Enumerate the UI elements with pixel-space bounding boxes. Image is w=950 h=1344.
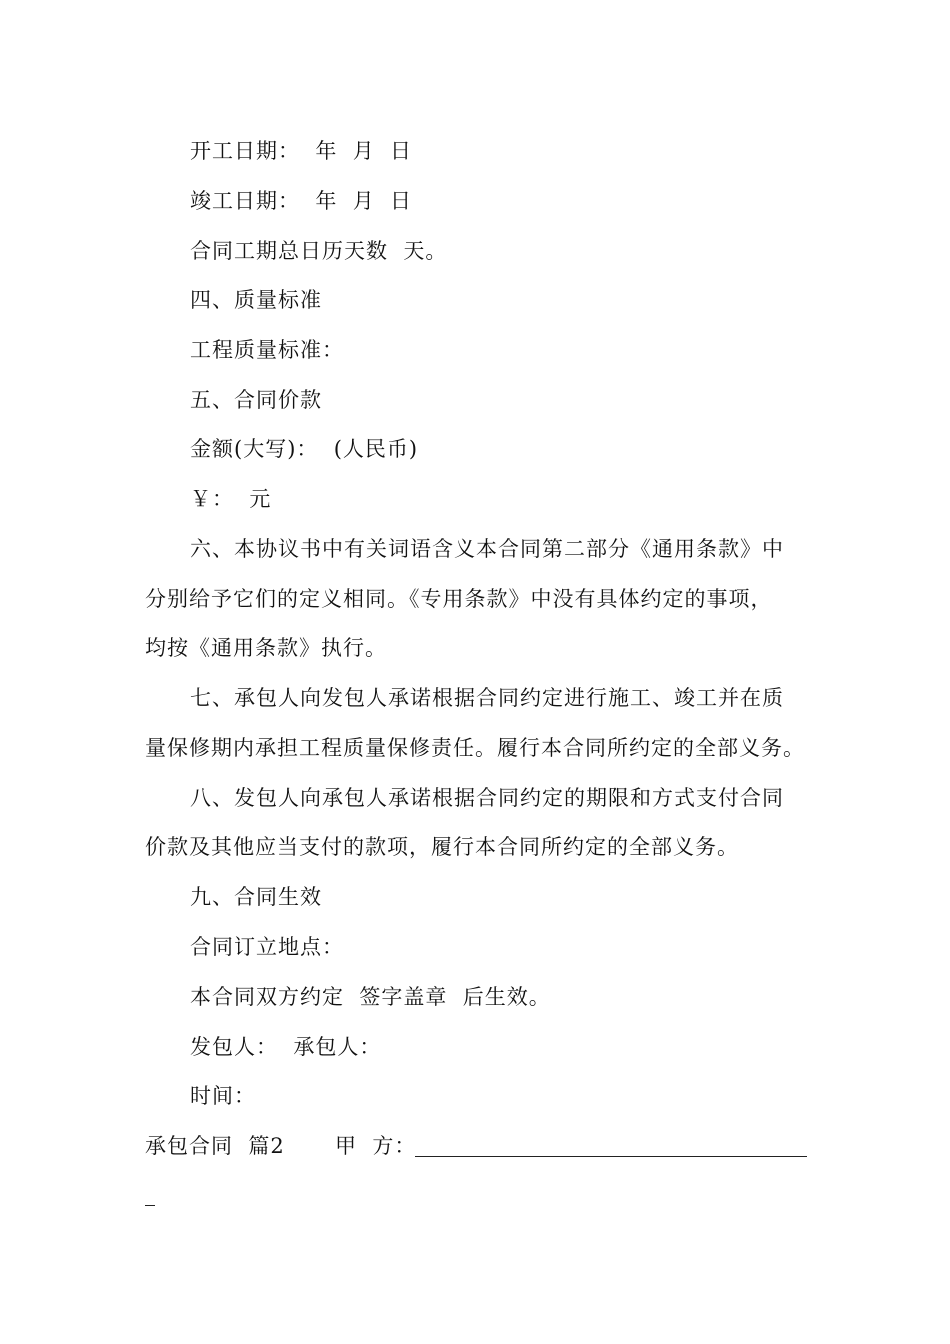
party-a-fill-line: [415, 1156, 807, 1157]
amount-words-line: 金额(大写)： (人民币): [190, 437, 419, 461]
section-6-line-2: 分别给予它们的定义相同。《专用条款》中没有具体约定的事项，: [145, 587, 773, 611]
section-6-line-1: 六、本协议书中有关词语含义本合同第二部分《通用条款》中: [190, 537, 784, 561]
finish-date-line: 竣工日期： 年 月 日: [190, 189, 413, 213]
amount-yuan-line: ￥： 元: [190, 487, 272, 511]
continuation-underline: [145, 1205, 155, 1206]
total-days-line: 合同工期总日历天数 天。: [190, 239, 448, 263]
section-8-line-2: 价款及其他应当支付的款项，履行本合同所约定的全部义务。: [145, 835, 739, 859]
section-6-line-3: 均按《通用条款》执行。: [145, 636, 387, 660]
time-line: 时间：: [190, 1084, 256, 1108]
party-a-label: 甲 方：: [335, 1134, 417, 1158]
section-9-heading: 九、合同生效: [190, 885, 322, 909]
section-5-heading: 五、合同价款: [190, 388, 322, 412]
sign-place-line: 合同订立地点：: [190, 935, 344, 959]
section-7-line-1: 七、承包人向发包人承诺根据合同约定进行施工、竣工并在质: [190, 686, 784, 710]
effective-line: 本合同双方约定 签字盖章 后生效。: [190, 985, 551, 1009]
parties-line: 发包人： 承包人：: [190, 1035, 382, 1059]
start-date-line: 开工日期： 年 月 日: [190, 139, 413, 163]
section-8-line-1: 八、发包人向承包人承诺根据合同约定的期限和方式支付合同: [190, 786, 784, 810]
quality-standard-line: 工程质量标准：: [190, 338, 344, 362]
section-7-line-2: 量保修期内承担工程质量保修责任。履行本合同所约定的全部义务。: [145, 736, 805, 760]
contract-2-heading: 承包合同 篇2: [145, 1134, 285, 1158]
section-4-heading: 四、质量标准: [190, 288, 322, 312]
